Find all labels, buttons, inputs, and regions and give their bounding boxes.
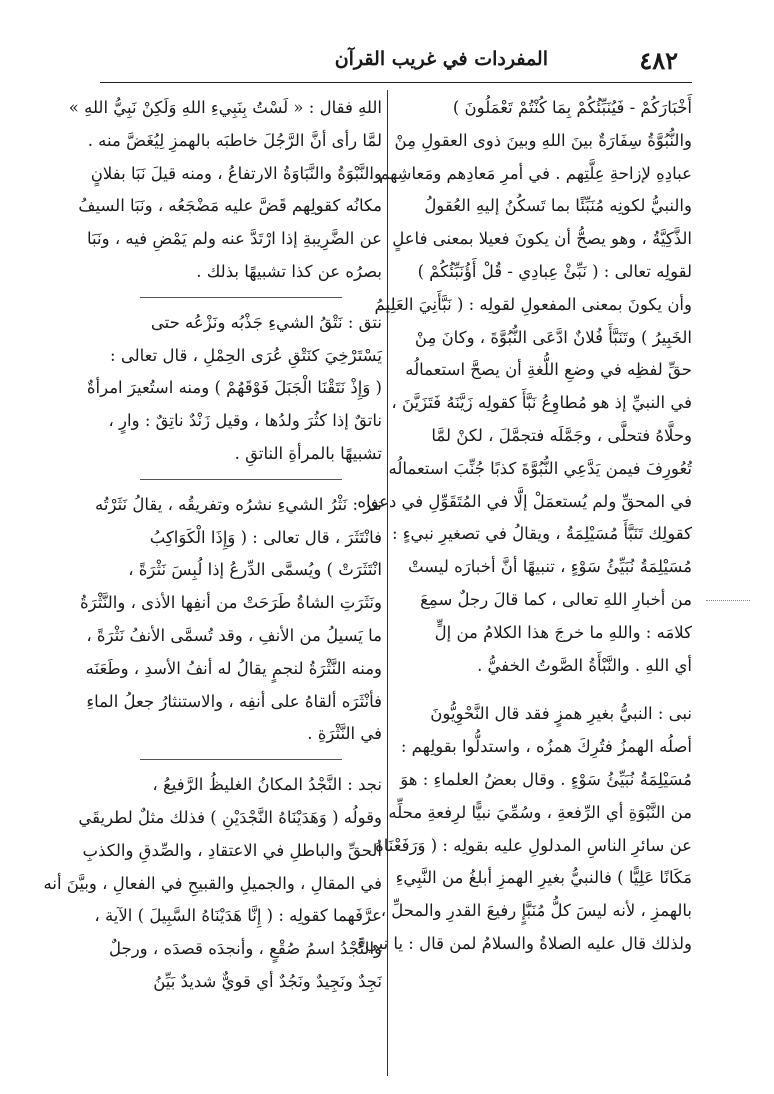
entry-heading-line: نتق : نَتْقُ الشيءِ جَذْبُه ونَزْعُه حتى: [150, 312, 382, 332]
text-line: والنَّجْدُ اسمُ صُقْعٍ ، وأنجدَه قصدَه ، ورجلٌ: [109, 939, 382, 959]
text-line: الخَبِيرُ ) وتَنَبَّأَ فُلانٌ ادَّعَى النُّبُوَّةَ ، وكانَ مِنْ: [414, 327, 692, 347]
text-line: ( وَإِذْ نَتَقْنَا الْجَبَلَ فَوْقَهُمْ ) ومنه استُعيرَ امرأةٌ: [86, 378, 382, 398]
text-line: فانْتَثَرَ ، قال تعالى : ( وَإِذَا الْكَوَاكِبُ: [149, 527, 382, 547]
text-line: كلامَه : واللهِ ما خرجَ هذا الكلامُ من إلٍّ: [434, 622, 692, 642]
text-line: وقولُه ( وَهَدَيْنَاهُ النَّجْدَيْنِ ) فذلك مثلٌ لطريقَي: [78, 807, 382, 827]
left-column: [43, 92, 382, 999]
paragraph-gap: [392, 682, 692, 698]
text-line: ونَثَرَتِ الشاةُ طَرَحَتْ من أنفِها الأذى ، والنَّثْرَةُ: [80, 593, 382, 613]
text-line: مُسَيْلِمَةُ نُبَيِّئُ سَوْءٍ ، تنبيهًا أنَّ أخبارَه ليستْ: [407, 557, 692, 577]
text-line: أي اللهِ . والنَّبْأَةُ الصَّوتُ الخفيُّ .: [477, 655, 692, 675]
text-line: بالهمزِ ، لأنه ليسَ كلُّ مُنَبَّإٍ رفيعَ القدرِ والمحلِّ ،: [380, 901, 692, 921]
margin-mark: [706, 600, 750, 601]
text-line: من النَّبْوَةِ أي الرِّفعةِ ، وسُمِّيَ نبيًّا لرِفعةِ محلِّه: [388, 802, 692, 822]
text-line: نَجِدٌ ونَجِيدٌ ونَجُدٌ أي قويٌّ شديدٌ بَيِّنُ: [153, 971, 382, 991]
entry-heading-line: نثر : نَثْرُ الشيءِ نشرُه وتفريقُه ، يقالُ نَثَرْتُه: [95, 494, 382, 514]
text-line: وأن يكونَ بمعنى المفعولِ لقولِه : ( نَبَّأَنِيَ العَلِيمُ: [374, 294, 692, 314]
text-line: من أخبارِ اللهِ تعالى ، كما قالَ رجلٌ سمِعَ: [420, 589, 692, 609]
entry-separator: [140, 759, 342, 761]
text-line: والنَّبْوَةُ والنَّبَاوَةُ الارتفاعُ ، ومنه قيلَ نَبَا بفلانٍ: [90, 163, 382, 183]
text-line: أصلُه الهمزُ فتُرِكَ همزُه ، واستدلُّوا بقولِهم :: [400, 737, 692, 757]
text-line: انْتَثَرَتْ ) ويُسمَّى الدِّرعُ إذا لُبِسَ نَثْرَةً ،: [128, 560, 382, 580]
text-line: أَخْبَارَكُمْ - فَيُنَبِّئُكُمْ بِمَا كُنْتُمْ تَعْمَلُونَ ): [452, 98, 692, 117]
text-line: ما يَسيلُ من الأنفِ ، وقد تُسمَّى الأنفُ نَثْرَةً ،: [86, 625, 382, 645]
text-line: والنُّبُوَّةُ سِفَارَةٌ بينَ اللهِ وبينَ ذوى العقولِ مِنْ: [394, 130, 692, 150]
entry-heading-line: نبى : النبيُّ بغيرِ همزٍ فقد قال النَّحْوِيُّونَ: [430, 704, 692, 724]
page-number: ٤٨٢: [639, 46, 678, 75]
text-line: فأنْثَرَه ألقاهُ على أنفِه ، والاستنثارُ جعلُ الماءِ: [86, 691, 382, 711]
entry-separator: [140, 479, 342, 481]
text-line: مُسَيْلِمَةُ نُبَيِّئُ سَوْءٍ . وقال بعضُ العلماءِ : هوَ: [400, 769, 692, 789]
text-line: عن سائرِ الناسِ المدلولِ عليه بقولِه : ( وَرَفَعْنَاهُ: [375, 835, 692, 855]
header-rule: [100, 82, 692, 83]
text-line: ناتقٌ إذا كثُرَ ولدُها ، وقيل زَنْدٌ ناتِقٌ : وارٍ ،: [108, 411, 382, 431]
text-line: ولذلك قال عليه الصلاةُ والسلامُ لمن قال : يا نبيءَ: [357, 933, 692, 953]
text-line: كقولِك تَنَبَّأَ مُسَيْلِمَةُ ، ويقالُ في تصغيرِ نبيءٍ :: [391, 524, 692, 544]
text-line: بصرُه عن كذا تشبيهًا بذلك .: [196, 261, 382, 281]
text-line: في المحقِّ ولم يُستعمَلْ إلَّا في المُتَقَوِّلِ في دعواه: [357, 491, 692, 511]
text-line: عن الضَّرِيبةِ إذا ارْتَدَّ عنه ولم يَمْضِ فيه ، ونَبَا: [87, 229, 382, 249]
text-line: ومنه النَّثْرَةُ لنجمٍ يقالُ له أنفُ الأسدِ ، وطَعَنَه: [85, 658, 382, 678]
text-line: لقولِه تعالى : ( نَبِّئْ عِبادِي - قُلْ أَؤُنَبِّئُكُمْ ): [417, 261, 692, 281]
text-line: يَسْتَرْخِيَ كنَتْقِ عُرَى الحِمْلِ ، قال تعالى :: [110, 345, 382, 365]
entry-heading-line: نجد : النَّجْدُ المكانُ الغليظُ الرَّفيعُ ،: [152, 775, 382, 795]
text-line: مكانُه كقولِهم قَضَّ عليه مَضْجَعُه ، ونَبَا السيفُ: [78, 196, 382, 216]
text-line: تشبيهًا بالمرأةِ الناتقِ .: [234, 443, 382, 463]
text-line: في المقالِ ، والجميلِ والقبيحِ في الفعالِ ، وبيَّنَ أنه: [43, 873, 382, 893]
text-line: في النبيِّ إذ هو مُطاوِعُ نَبَّأَ كقولِه زَيَّنَهُ فَتَزَيَّنَ ،: [391, 393, 692, 413]
text-line: مَكَانًا عَلِيًّا ) فالنبيُّ بغيرِ الهمزِ أبلغُ من النَّبِيءِ: [395, 868, 692, 888]
running-title: المفردات في غريب القرآن: [334, 48, 548, 70]
text-line: لمَّا رأى أنَّ الرَّجُلَ خاطبَه بالهمزِ لِيُغَضَّ منه .: [87, 130, 382, 150]
page-header: [278, 40, 678, 80]
entry-separator: [140, 297, 342, 299]
text-line: تُعُورِفَ فيمن يَدَّعِي النُّبُوَّةَ كذبًا جُنِّبَ استعمالُه: [388, 458, 692, 478]
text-line: الذَّكِيَّةُ ، وهو يصحُّ أن يكونَ فعيلا بمعنى فاعلٍ: [392, 229, 692, 249]
text-line: عرَّفَهما كقولِه : ( إِنَّا هَدَيْنَاهُ السَّبِيلَ ) الآية ،: [94, 906, 382, 926]
text-line: عبادِهِ لإزاحةِ عِلَّتِهم . في أمرِ مَعادِهم ومَعاشِهم .: [368, 163, 692, 183]
text-line: حقِّ لفظِه في وضعِ اللُّغةِ أن يصحَّ استعمالُه: [405, 360, 692, 380]
text-line: الحقِّ والباطلِ في الاعتقادِ ، والصِّدقِ والكذبِ: [82, 840, 382, 860]
text-line: في النَّثْرَةِ .: [307, 724, 382, 744]
text-line: اللهِ فقال : « لَسْتُ بِنَبِيءِ اللهِ وَلَكِنْ نَبِيُّ اللهِ »: [68, 98, 382, 117]
text-line: وحلَّاهُ فتحلَّى ، وجَمَّلَه فتجمَّلَ ، لكنْ لمَّا: [431, 425, 692, 445]
right-column: [357, 92, 692, 961]
text-line: والنبيُّ لكونِه مُنَبِّئًا بما تَسكُنُ إليهِ العُقولُ: [424, 196, 692, 216]
